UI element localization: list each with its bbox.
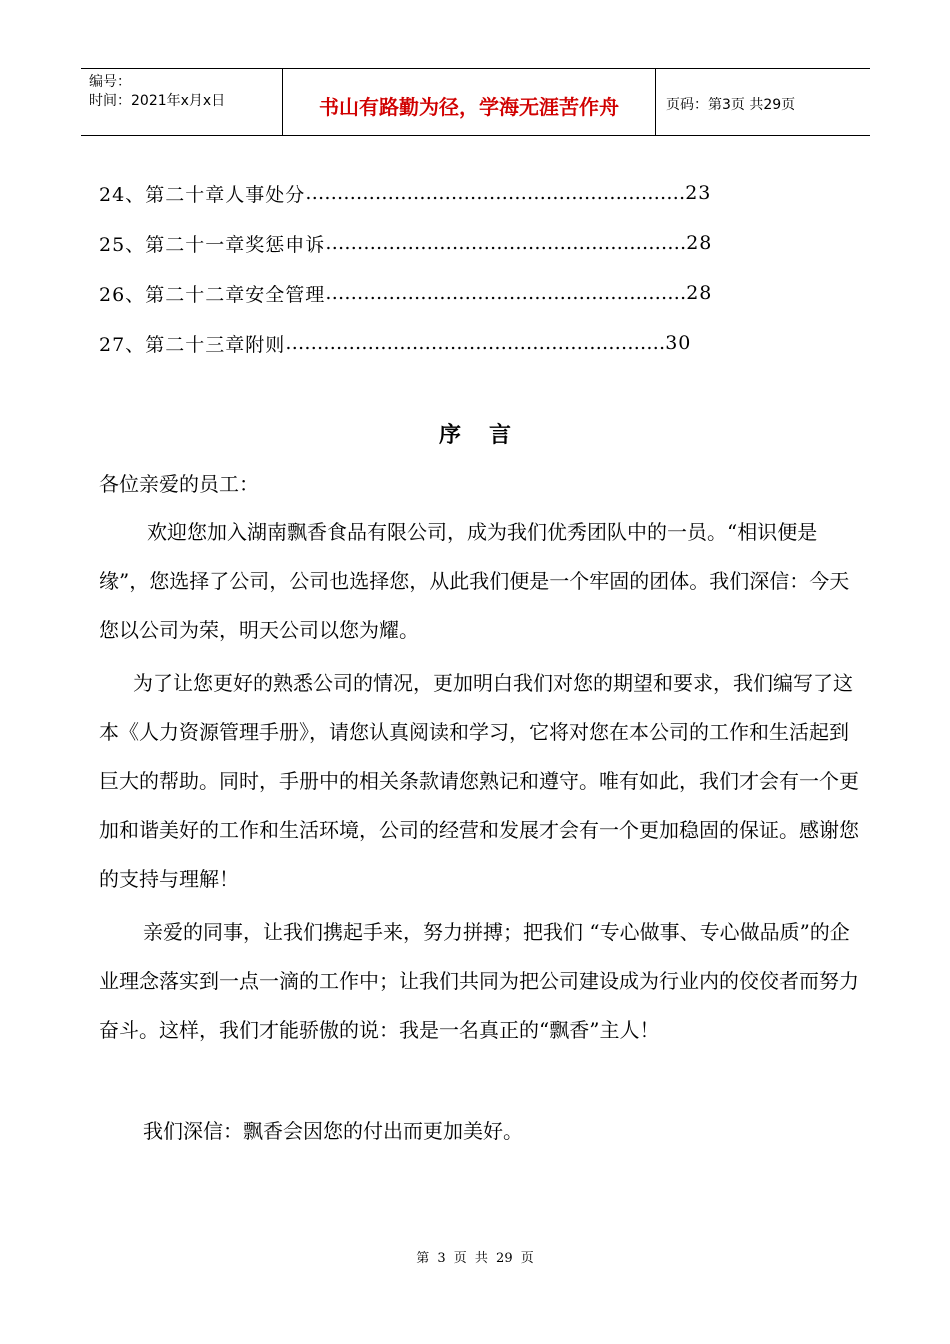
toc-index: 27、 <box>99 333 146 356</box>
preface-paragraph: 为了让您更好的熟悉公司的情况，更加明白我们对您的期望和要求，我们编写了这本《人力资源管理手册》，请您认真阅读和学习，它将对您在本公司的工作和生活起到巨大的帮助。同时，手册中的相关条款请您熟记和遵守。唯有如此，我们才会有一个更加和谐美好的工作和生活环境，公司的经营和发展才会有一个更加稳固的保证。感谢您的支持与理解！ <box>99 671 859 891</box>
header-page-info: 页码：第3页 共29页 <box>666 97 796 113</box>
toc-page: 30 <box>665 332 692 354</box>
toc-leader-dots: …………………………………………………… <box>285 332 666 354</box>
time-label: 时间：2021年x月x日 <box>89 93 226 109</box>
toc-entry[interactable] <box>99 218 779 268</box>
toc-entry[interactable] <box>99 268 779 318</box>
toc-title: 第二十一章奖惩申诉 <box>145 233 326 256</box>
toc-leader-dots: ………………………………………………… <box>325 282 687 304</box>
header-motto: 书山有路勤为径，学海无涯苦作舟 <box>283 69 656 135</box>
preface-paragraph: 欢迎您加入湖南飘香食品有限公司，成为我们优秀团队中的一员。“相识便是缘”，您选择了公司，公司也选择您，从此我们便是一个牢固的团体。我们深信：今天您以公司为荣，明天公司以您为耀。 <box>99 520 850 642</box>
toc-page: 23 <box>685 182 712 204</box>
toc-leader-dots: ………………………………………………… <box>325 232 687 254</box>
preface-salutation: 各位亲爱的员工： <box>99 472 259 496</box>
toc-index: 26、 <box>99 283 146 306</box>
toc-index: 24、 <box>99 183 146 206</box>
preface-title: 序言 <box>438 423 539 448</box>
header-meta <box>81 69 283 135</box>
page-header <box>81 68 870 136</box>
toc-leader-dots: …………………………………………………… <box>305 182 686 204</box>
toc-entry[interactable] <box>99 318 779 368</box>
toc-title: 第二十章人事处分 <box>145 183 306 206</box>
toc-entry[interactable] <box>99 168 779 218</box>
preface-paragraph: 我们深信：飘香会因您的付出而更加美好。 <box>143 1119 523 1143</box>
number-label: 编号： <box>89 74 131 90</box>
toc-title: 第二十三章附则 <box>145 333 286 356</box>
toc-page: 28 <box>686 282 713 304</box>
toc-page: 28 <box>686 232 713 254</box>
toc-index: 25、 <box>99 233 146 256</box>
page-footer: 第 3 页 共 29 页 <box>416 1251 534 1266</box>
table-of-contents <box>99 168 779 368</box>
preface-paragraph: 亲爱的同事，让我们携起手来，努力拼搏；把我们 “专心做事、专心做品质”的企业理念落实到一点一滴的工作中；让我们共同为把公司建设成为行业内的佼佼者而努力奋斗。这样，我们才能骄傲的说：我是一名真正的“飘香”主人！ <box>99 920 859 1042</box>
toc-title: 第二十二章安全管理 <box>145 283 326 306</box>
